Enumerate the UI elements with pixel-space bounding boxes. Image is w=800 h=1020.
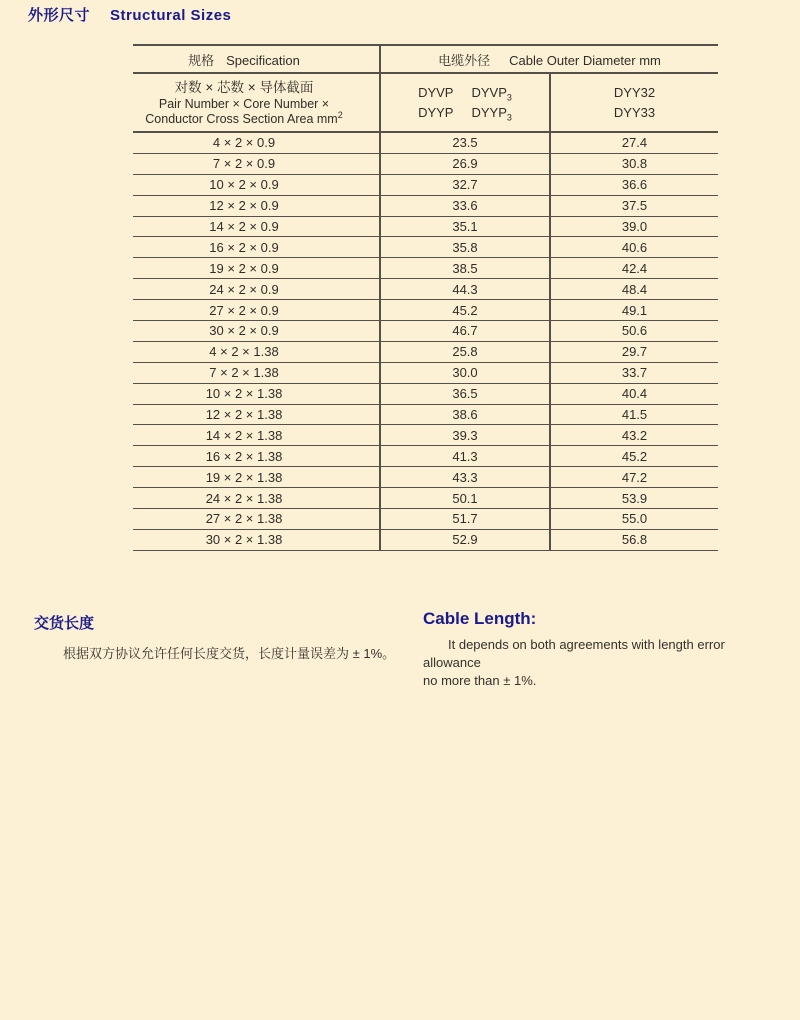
- table-body: [133, 132, 718, 550]
- type-line-dyvp: DYVP $DYVP_3$: [418, 84, 512, 103]
- table-row: [133, 153, 718, 174]
- header-types-dyvp: [380, 73, 550, 132]
- dyy-diameter-cell: 56.8: [550, 529, 718, 550]
- dyvp-diameter-cell: 36.5: [380, 383, 550, 404]
- header-diameter-en: Cable Outer Diameter mm: [509, 52, 661, 68]
- spec-cell: 4 × 2 × 0.9: [133, 132, 380, 153]
- spec-cell: 24 × 2 × 1.38: [133, 488, 380, 509]
- type-line-dyyp: DYYP $DYYP_3$: [418, 104, 512, 123]
- dyvp-diameter-cell: 41.3: [380, 446, 550, 467]
- table-row: [133, 383, 718, 404]
- spec-cell: 10 × 2 × 1.38: [133, 383, 380, 404]
- dyy-diameter-cell: 43.2: [550, 425, 718, 446]
- cable-length-section-zh: [34, 612, 395, 662]
- table-row: [133, 279, 718, 300]
- dyvp-diameter-cell: 35.1: [380, 216, 550, 237]
- spec-cell: 30 × 2 × 0.9: [133, 321, 380, 342]
- dyvp-diameter-cell: 30.0: [380, 362, 550, 383]
- type-line-dyy33: DYY33: [613, 104, 656, 120]
- table-row: [133, 258, 718, 279]
- spec-cell: 24 × 2 × 0.9: [133, 279, 380, 300]
- table-row: [133, 446, 718, 467]
- dyy-diameter-cell: 50.6: [550, 321, 718, 342]
- cable-length-body-en: It depends on both agreements with length error allowance no more than ± 1%.: [423, 637, 725, 688]
- dyvp-diameter-cell: 46.7: [380, 321, 550, 342]
- spec-cell: 27 × 2 × 0.9: [133, 300, 380, 321]
- table-row: [133, 321, 718, 342]
- cable-length-heading-en: Cable Length:: [423, 609, 537, 628]
- dyy-diameter-cell: 37.5: [550, 195, 718, 216]
- dyy-diameter-cell: 30.8: [550, 153, 718, 174]
- table-row: [133, 174, 718, 195]
- dyvp-diameter-cell: 43.3: [380, 467, 550, 488]
- table-row: [133, 195, 718, 216]
- spec-cell: 14 × 2 × 0.9: [133, 216, 380, 237]
- dyvp-diameter-cell: 32.7: [380, 174, 550, 195]
- spec-formula-en-1: Pair Number × Core Number ×: [158, 96, 330, 111]
- dyy-diameter-cell: 41.5: [550, 404, 718, 425]
- dyy-diameter-cell: 36.6: [550, 174, 718, 195]
- dyvp-diameter-cell: 33.6: [380, 195, 550, 216]
- dyy-diameter-cell: 29.7: [550, 341, 718, 362]
- dyvp-diameter-cell: 26.9: [380, 153, 550, 174]
- dyvp-diameter-cell: 39.3: [380, 425, 550, 446]
- spec-cell: 7 × 2 × 0.9: [133, 153, 380, 174]
- dyy-diameter-cell: 53.9: [550, 488, 718, 509]
- spec-formula-en-2: Conductor Cross Section Area $mm^2$: [145, 109, 343, 126]
- dyvp-diameter-cell: 38.5: [380, 258, 550, 279]
- spec-cell: 16 × 2 × 1.38: [133, 446, 380, 467]
- table-row: [133, 132, 718, 153]
- spec-cell: 12 × 2 × 1.38: [133, 404, 380, 425]
- dyvp-diameter-cell: 35.8: [380, 237, 550, 258]
- table-row: [133, 341, 718, 362]
- table-row: [133, 529, 718, 550]
- cable-length-heading-zh: 交货长度: [34, 615, 95, 632]
- spec-cell: 19 × 2 × 1.38: [133, 467, 380, 488]
- type-line-dyy32: DYY32: [613, 84, 656, 100]
- header-types-dyy: [550, 73, 718, 132]
- table-row: [133, 467, 718, 488]
- dyvp-diameter-cell: 45.2: [380, 300, 550, 321]
- table-row: [133, 216, 718, 237]
- header-spec-zh: 规格: [188, 52, 215, 68]
- dyy-diameter-cell: 48.4: [550, 279, 718, 300]
- header-specification: [133, 45, 380, 73]
- spec-cell: 30 × 2 × 1.38: [133, 529, 380, 550]
- dyvp-diameter-cell: 50.1: [380, 488, 550, 509]
- dyy-diameter-cell: 47.2: [550, 467, 718, 488]
- spec-cell: 4 × 2 × 1.38: [133, 341, 380, 362]
- page-title: [28, 4, 231, 25]
- spec-cell: 19 × 2 × 0.9: [133, 258, 380, 279]
- dyy-diameter-cell: 40.4: [550, 383, 718, 404]
- spec-cell: 7 × 2 × 1.38: [133, 362, 380, 383]
- dyy-diameter-cell: 45.2: [550, 446, 718, 467]
- page-title-en: Structural Sizes: [110, 7, 232, 24]
- table-row: [133, 404, 718, 425]
- header-outer-diameter: [380, 45, 718, 73]
- dyvp-diameter-cell: 38.6: [380, 404, 550, 425]
- spec-cell: 27 × 2 × 1.38: [133, 509, 380, 530]
- dyvp-diameter-cell: 52.9: [380, 529, 550, 550]
- dyy-diameter-cell: 27.4: [550, 132, 718, 153]
- spec-formula-zh: 对数 × 芯数 × 导体截面: [174, 79, 314, 95]
- page-title-zh: 外形尺寸: [28, 7, 91, 24]
- table-row: [133, 509, 718, 530]
- dyvp-diameter-cell: 51.7: [380, 509, 550, 530]
- table-header-row-2: [133, 73, 718, 132]
- header-diameter-zh: 电缆外径: [438, 52, 491, 68]
- dyy-diameter-cell: 49.1: [550, 300, 718, 321]
- dyy-diameter-cell: 40.6: [550, 237, 718, 258]
- spec-cell: 10 × 2 × 0.9: [133, 174, 380, 195]
- table-header-row-1: [133, 45, 718, 73]
- spec-cell: 14 × 2 × 1.38: [133, 425, 380, 446]
- dyy-diameter-cell: 33.7: [550, 362, 718, 383]
- dyvp-diameter-cell: 25.8: [380, 341, 550, 362]
- table-row: [133, 300, 718, 321]
- cable-length-body-zh: 根据双方协议允许任何长度交货，长度计量误差为 ± 1%。: [63, 646, 396, 661]
- dyvp-diameter-cell: 44.3: [380, 279, 550, 300]
- table-row: [133, 237, 718, 258]
- spec-cell: 16 × 2 × 0.9: [133, 237, 380, 258]
- spec-cell: 12 × 2 × 0.9: [133, 195, 380, 216]
- table-row: [133, 488, 718, 509]
- dyy-diameter-cell: 39.0: [550, 216, 718, 237]
- cable-length-section-en: [423, 609, 785, 690]
- header-spec-en: Specification: [226, 52, 300, 68]
- table-row: [133, 425, 718, 446]
- structural-sizes-table: [133, 44, 718, 551]
- dyvp-diameter-cell: 23.5: [380, 132, 550, 153]
- dyy-diameter-cell: 42.4: [550, 258, 718, 279]
- header-spec-formula: [133, 73, 380, 132]
- table-row: [133, 362, 718, 383]
- dyy-diameter-cell: 55.0: [550, 509, 718, 530]
